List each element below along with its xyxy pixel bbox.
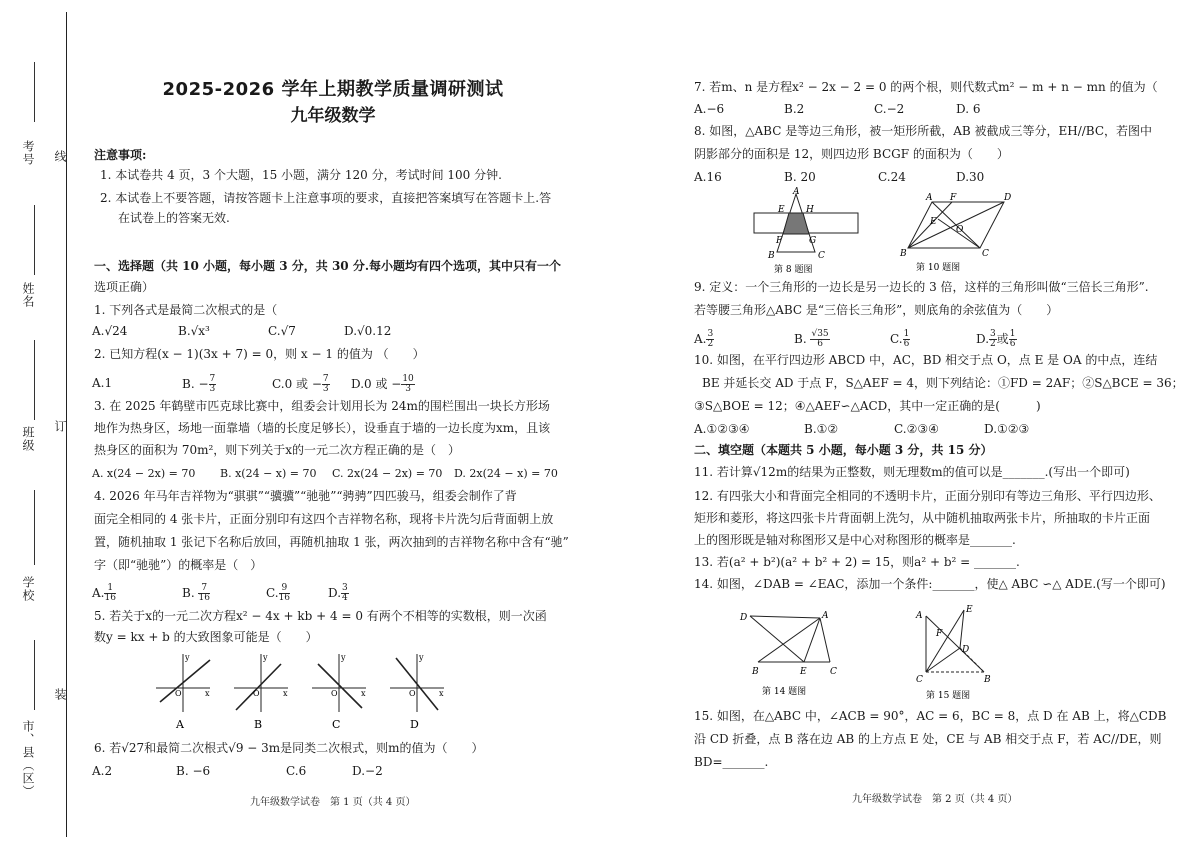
q4-option-d: D. $\frac{3}{4}$ [328,583,348,603]
q8-line-2: 阴影部分的面积是 12，则四边形 BCGF 的面积为（ ） [694,147,1009,161]
svg-text:B: B [768,251,775,261]
q3-option-b: B. x(24 − x) = 70 [220,467,317,480]
q5-graph-options [148,650,448,740]
q15-line-3: BD=_______. [694,755,769,769]
svg-text:O: O [956,225,964,235]
q2-option-d: D.0 或 − $\frac{10}{3}$ [351,374,414,394]
q8-figure [752,186,862,276]
class-label: 班级 [21,426,35,452]
q5-graph-c [312,653,366,731]
q15-line-1: 15. 如图，在△ABC 中，∠ACB = 90°，AC = 6，BC = 8，点 D 在 AB 上，将△CDB [694,709,1167,723]
binding-mark-ding: 订 [53,420,67,433]
exam-title: 2025-2026 学年上期教学质量调研测试 [162,79,504,100]
district-label: 市、县（区） [21,720,35,798]
svg-text:A: A [916,611,923,621]
q6-option-a: A.2 [92,764,113,778]
svg-text:y: y [263,653,268,662]
q7-option-c: C.−2 [874,102,905,116]
q11-stem: 11. 若计算√12m的结果为正整数，则无理数m的值可以是_______.(写出一个即可) [694,465,1130,479]
svg-text:第 14 题图: 第 14 题图 [762,687,807,697]
q5-line-2: 数y = kx + b 的大致图象可能是（ ） [94,630,318,644]
q14-figure [738,604,848,700]
q10-line-1: 10. 如图，在平行四边形 ABCD 中，AC，BD 相交于点 O，点 E 是 OA 的中点，连结 [694,353,1158,367]
q10-figure [898,190,1018,275]
q9-line-1: 9. 定义：一个三角形的一边长是另一边长的 3 倍，这样的三角形叫做“三倍长三角形”. [694,280,1149,294]
q8-option-a: A.16 [694,170,722,184]
svg-text:C: C [818,251,825,261]
svg-text:E: E [800,667,807,677]
exam-no-line [34,62,35,122]
section-2-heading: 二、填空题（本题共 5 小题，每小题 3 分，共 15 分） [694,443,993,457]
district-line [34,640,35,710]
q1-option-c: C.√7 [268,324,296,338]
q9-option-c: C. $\frac{1}{6}$ [890,329,910,349]
q1-option-a: A.√24 [92,324,128,338]
svg-text:A: A [926,193,933,203]
q12-line-2: 矩形和菱形，将这四张卡片背面朝上洗匀，从中随机抽取两张卡片，所抽取的卡片正面 [694,511,1151,525]
q10-option-d: D.①②③ [984,422,1030,436]
q4-option-a: A. $\frac{1}{16}$ [92,583,116,603]
q7-option-a: A.−6 [694,102,725,116]
svg-text:O: O [331,689,338,698]
svg-text:x: x [361,689,366,698]
q3-option-d: D. 2x(24 − x) = 70 [454,467,558,480]
svg-text:D: D [410,718,419,731]
q5-graph-d [390,653,444,731]
q3-line-1: 3. 在 2025 年鹤壁市匹克球比赛中，组委会计划用长为 24m的围栏围出一块长方形场 [94,399,550,413]
q8-line-1: 8. 如图，△ABC 是等边三角形，被一矩形所截，AB 被截成三等分，EH//BC，若图中 [694,124,1153,138]
svg-text:B: B [900,249,907,259]
svg-text:C: C [982,249,989,259]
binding-margin [0,0,80,849]
footer-page-1: 九年级数学试卷 第 1 页（共 4 页） [250,797,416,808]
q7-option-b: B.2 [784,102,805,116]
q10-line-3: ③S△BOE = 12；④△AEF∽△ACD，其中一定正确的是( ) [694,399,1041,413]
svg-text:C: C [830,667,837,677]
q10-option-b: B.①② [804,422,839,436]
svg-text:x: x [439,689,444,698]
svg-text:E: E [930,217,937,227]
svg-text:H: H [806,205,814,215]
name-label: 姓名 [21,282,35,308]
svg-text:E: E [778,205,785,215]
svg-text:y: y [341,653,346,662]
q4-line-4: 字（即“驰驰”）的概率是（ ） [94,558,263,572]
svg-text:D: D [740,613,748,623]
svg-text:F: F [776,236,783,246]
q6-option-d: D.−2 [352,764,383,778]
q1-option-b: B.√x³ [178,324,210,338]
svg-text:第 8 题图: 第 8 题图 [774,265,813,275]
q9-option-a: A. $\frac{3}{2}$ [694,329,714,349]
svg-text:E: E [966,605,973,615]
binding-mark-zhuang: 装 [53,688,67,701]
svg-text:x: x [283,689,288,698]
svg-text:A: A [176,718,184,731]
notice-item-1: 1. 本试卷共 4 页，3 个大题，15 小题，满分 120 分，考试时间 100 分钟. [100,168,502,182]
q10-option-c: C.②③④ [894,422,939,436]
q5-line-1: 5. 若关于x的一元二次方程x² − 4x + kb + 4 = 0 有两个不相等的实数根，则一次函 [94,609,547,623]
svg-text:A: A [822,611,829,621]
q10-line-2: BE 并延长交 AD 于点 F，S△AEF = 4，则下列结论：①FD = 2AF；②S△BCE = 36； [702,376,1184,390]
q12-line-1: 12. 有四张大小和背面完全相同的不透明卡片，正面分别印有等边三角形、平行四边形、 [694,489,1161,503]
svg-text:A: A [793,187,800,197]
section-1-heading: 一、选择题（共 10 小题，每小题 3 分，共 30 分.每小题均有四个选项，其中只有一个 [94,259,561,273]
q4-line-2: 面完全相同的 4 张卡片，正面分别印有这四个吉祥物名称，现将卡片洗匀后背面朝上放 [94,512,554,526]
q10-option-a: A.①②③④ [694,422,750,436]
svg-text:O: O [409,689,416,698]
exam-subtitle: 九年级数学 [290,106,376,126]
section-1-heading-cont: 选项正确） [94,280,155,294]
q2-option-b: B. − $\frac{7}{3}$ [182,374,216,394]
notice-item-2: 2. 本试卷上不要答题，请按答题卡上注意事项的要求，直接把答案填写在答题卡上.答 [100,191,552,205]
svg-text:G: G [809,236,817,246]
svg-text:B: B [254,718,263,731]
notice-item-2-cont: 在试卷上的答案无效. [118,211,230,225]
q4-option-c: C. $\frac{9}{16}$ [266,583,291,603]
svg-text:B: B [984,675,991,685]
svg-text:第 15 题图: 第 15 题图 [926,691,971,701]
q2-option-a: A.1 [92,376,113,390]
notice-heading: 注意事项: [94,148,147,162]
q5-graph-b [234,653,288,731]
svg-text:C: C [332,718,341,731]
q8-option-d: D.30 [956,170,985,184]
q9-option-b: B. $\frac{√35}{6}$ [794,329,829,349]
school-label: 学校 [21,576,35,602]
name-line [34,205,35,275]
q3-line-3: 热身区的面积为 70m²，则下列关于x的一元二次方程正确的是（ ） [94,443,461,457]
q9-option-d: D. $\frac{3}{2}$ 或 $\frac{1}{6}$ [976,329,1016,349]
svg-text:第 10 题图: 第 10 题图 [916,263,961,273]
svg-text:D: D [962,645,970,655]
q9-line-2: 若等腰三角形△ABC 是“三倍长三角形”，则底角的余弦值为（ ） [694,303,1059,317]
exam-no-label: 考号 [21,140,35,166]
svg-text:y: y [185,653,190,662]
q14-stem: 14. 如图，∠DAB = ∠EAC，添加一个条件:_______，使△ ABC ∽△ ADE.(写一个即可) [694,577,1166,591]
svg-text:B: B [752,667,759,677]
q2-stem: 2. 已知方程(x − 1)(3x + 7) = 0，则 x − 1 的值为 （ ） [94,347,425,361]
q8-option-c: C.24 [878,170,906,184]
q15-figure [912,602,1012,702]
svg-text:x: x [205,689,210,698]
svg-text:y: y [419,653,424,662]
q15-line-2: 沿 CD 折叠，点 B 落在边 AB 的上方点 E 处，CE 与 AB 相交于点 F，若 AC//DE，则 [694,732,1162,746]
school-line [34,490,35,565]
q5-graph-a [156,653,210,731]
q8-option-b: B. 20 [784,170,816,184]
q6-stem: 6. 若√27和最简二次根式√9 − 3m是同类二次根式，则m的值为（ ） [94,741,484,755]
q3-option-a: A. x(24 − 2x) = 70 [92,467,196,480]
svg-text:D: D [1004,193,1012,203]
q3-line-2: 地作为热身区，场地一面靠墙（墙的长度足够长），设垂直于墙的一边长度为xm，且该 [94,421,551,435]
svg-text:O: O [175,689,182,698]
footer-page-2: 九年级数学试卷 第 2 页（共 4 页） [852,794,1018,805]
q2-option-c: C.0 或 − $\frac{7}{3}$ [272,374,329,394]
class-line [34,340,35,420]
q1-option-d: D.√0.12 [344,324,392,338]
q6-option-c: C.6 [286,764,307,778]
q1-stem: 1. 下列各式是最简二次根式的是（ [94,303,278,317]
q4-line-1: 4. 2026 年马年吉祥物为“骐骐”“骥骥”“驰驰”“骋骋”四匹骏马，组委会制作了背 [94,489,517,503]
q7-option-d: D. 6 [956,102,981,116]
svg-text:F: F [950,193,957,203]
q7-stem: 7. 若m、n 是方程x² − 2x − 2 = 0 的两个根，则代数式m² − m + n − mn 的值为（ [694,80,1158,94]
q12-line-3: 上的图形既是轴对称图形又是中心对称图形的概率是_______. [694,533,1016,547]
binding-mark-line: 线 [53,150,67,163]
svg-text:C: C [916,675,923,685]
q4-option-b: B. $\frac{7}{16}$ [182,583,210,603]
svg-text:F: F [936,629,943,639]
q13-stem: 13. 若(a² + b²)(a² + b² + 2) = 15，则a² + b² = _______. [694,555,1020,569]
q6-option-b: B. −6 [176,764,211,778]
q4-line-3: 置，随机抽取 1 张记下名称后放回，再随机抽取 1 张，两次抽到的吉祥物名称中含有“驰” [94,535,569,549]
q3-option-c: C. 2x(24 − 2x) = 70 [332,467,443,480]
svg-text:O: O [253,689,260,698]
